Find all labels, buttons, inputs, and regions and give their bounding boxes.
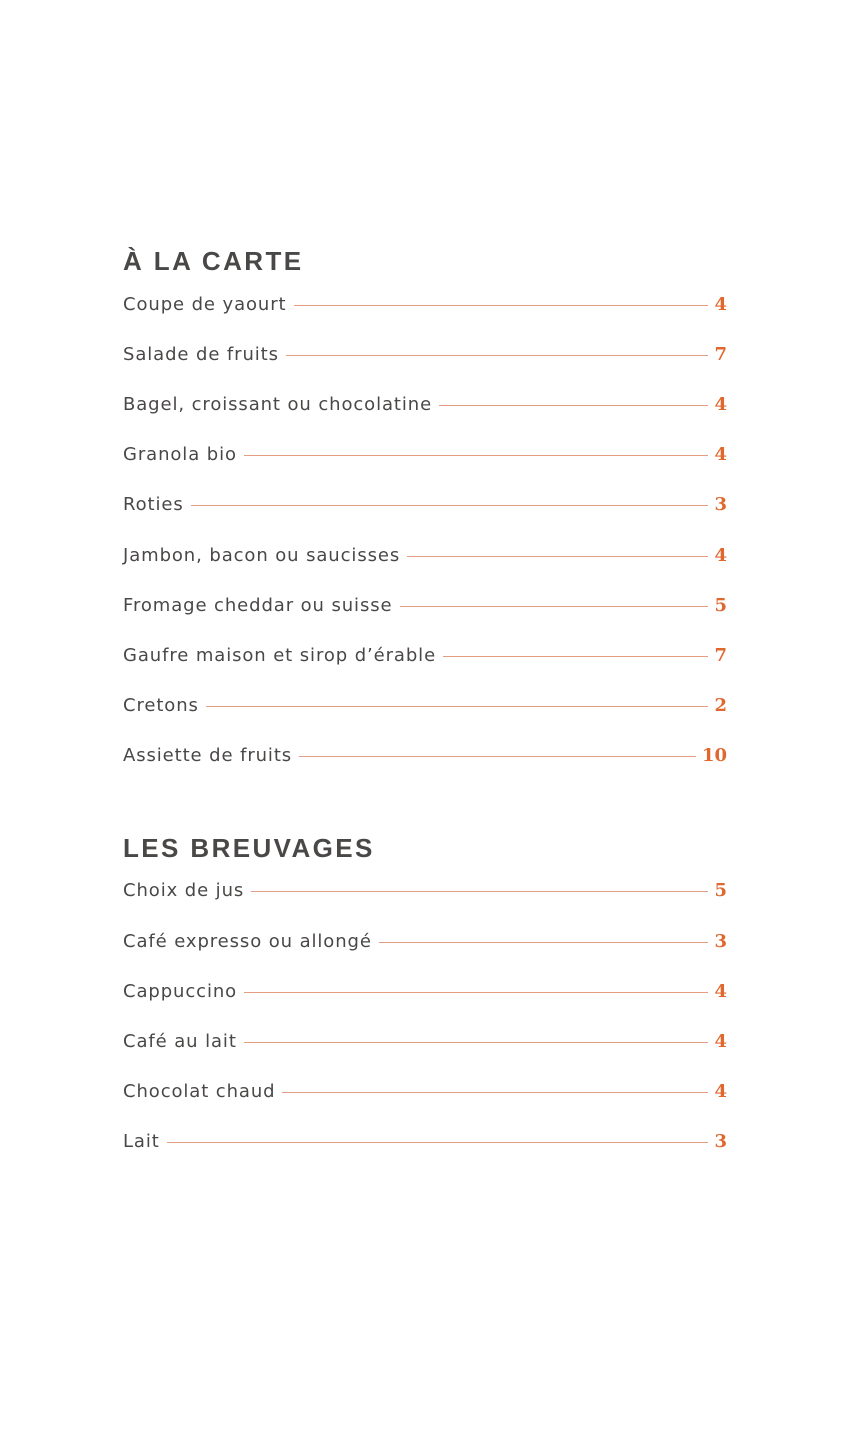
menu-item	[123, 1067, 727, 1117]
menu-item	[123, 580, 727, 630]
menu-item	[123, 1117, 727, 1167]
item-name: Coupe de yaourt	[123, 293, 287, 315]
item-name: Granola bio	[123, 444, 237, 466]
dotted-leader	[244, 455, 709, 456]
item-name: Choix de jus	[123, 880, 245, 902]
item-price: 4	[714, 980, 727, 1002]
dotted-leader	[407, 556, 708, 557]
menu-item	[123, 480, 727, 530]
item-name: Café expresso ou allongé	[123, 930, 372, 952]
dotted-leader	[439, 405, 708, 406]
dotted-leader	[286, 355, 709, 356]
item-name: Salade de fruits	[123, 343, 279, 365]
dotted-leader	[167, 1142, 709, 1143]
item-name: Jambon, bacon ou saucisses	[123, 544, 401, 566]
item-price: 5	[714, 880, 727, 902]
item-name: Gaufre maison et sirop d’érable	[123, 644, 437, 666]
item-price: 5	[714, 594, 727, 616]
dotted-leader	[379, 942, 709, 943]
item-price: 4	[714, 393, 727, 415]
section-breuvages	[123, 833, 727, 1167]
menu-item	[123, 630, 727, 680]
menu-item	[123, 329, 727, 379]
section-title: À LA CARTE	[123, 246, 304, 276]
item-name: Cappuccino	[123, 980, 238, 1002]
dotted-leader	[206, 706, 709, 707]
item-price: 3	[714, 1131, 727, 1153]
section-title: LES BREUVAGES	[123, 832, 375, 863]
item-name: Fromage cheddar ou suisse	[123, 594, 393, 616]
item-name: Assiette de fruits	[123, 745, 293, 767]
dotted-leader	[443, 656, 708, 657]
menu-item	[123, 379, 727, 429]
item-price: 7	[714, 644, 727, 666]
menu-item	[123, 530, 727, 580]
item-price: 4	[714, 1031, 727, 1053]
item-name: Bagel, croissant ou chocolatine	[123, 393, 433, 415]
menu-item-list	[123, 866, 727, 1167]
menu-item	[123, 866, 727, 916]
item-price: 4	[714, 293, 727, 315]
dotted-leader	[294, 305, 709, 306]
item-name: Chocolat chaud	[123, 1081, 276, 1103]
item-price: 10	[701, 745, 727, 767]
menu-item	[123, 430, 727, 480]
item-name: Cretons	[123, 695, 199, 717]
menu-item	[123, 1016, 727, 1066]
item-name: Lait	[123, 1131, 160, 1153]
dotted-leader	[282, 1092, 708, 1093]
dotted-leader	[244, 1042, 709, 1043]
item-name: Café au lait	[123, 1031, 237, 1053]
item-price: 4	[714, 544, 727, 566]
section-spacer	[123, 781, 727, 833]
item-price: 3	[714, 930, 727, 952]
menu-item	[123, 731, 727, 781]
menu-item-list	[123, 279, 727, 781]
section-a-la-carte	[123, 246, 727, 781]
menu-item	[123, 916, 727, 966]
item-price: 4	[714, 1081, 727, 1103]
menu-item	[123, 279, 727, 329]
item-price: 4	[714, 444, 727, 466]
dotted-leader	[299, 756, 696, 757]
dotted-leader	[191, 505, 709, 506]
dotted-leader	[251, 891, 708, 892]
dotted-leader	[400, 606, 709, 607]
item-price: 3	[714, 494, 727, 516]
dotted-leader	[244, 992, 708, 993]
item-price: 2	[714, 695, 727, 717]
menu-item	[123, 681, 727, 731]
menu-item	[123, 966, 727, 1016]
menu-page	[123, 246, 727, 1167]
item-price: 7	[714, 343, 727, 365]
item-name: Roties	[123, 494, 184, 516]
